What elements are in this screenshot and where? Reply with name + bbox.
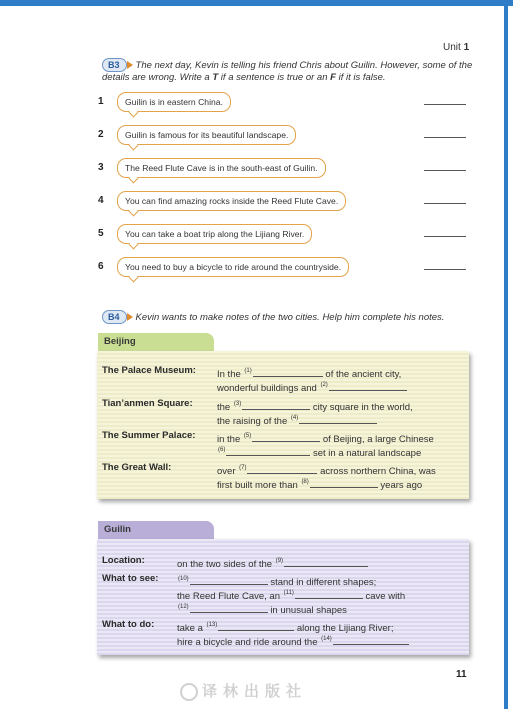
- question-number: 6: [98, 261, 104, 272]
- tiananmen-line-2: the raising of the $^{(4)}$: [217, 411, 377, 429]
- speech-bubble: Guilin is in eastern China.: [117, 92, 231, 112]
- b3-badge: B3: [102, 58, 127, 72]
- palace-line-2: wonderful buildings and $^{(2)}$: [217, 378, 407, 396]
- speech-bubble: You can find amazing rocks inside the Reed Flute Cave.: [117, 191, 346, 211]
- wall-line-1: over $^{(7)}$ across northern China, was: [217, 465, 436, 477]
- do-line-1: take a $^{(13)}$ along the Lijiang River;: [177, 622, 394, 634]
- question-6: [98, 257, 468, 279]
- blank-3[interactable]: [242, 400, 310, 410]
- answer-blank[interactable]: [424, 268, 466, 270]
- what-to-see-label: What to see:: [102, 573, 159, 584]
- right-border: [504, 0, 508, 709]
- blank-11[interactable]: [295, 589, 363, 599]
- unit-header: Unit 1: [443, 42, 470, 53]
- blank-12[interactable]: [190, 603, 268, 613]
- answer-blank[interactable]: [424, 202, 466, 204]
- blank-14[interactable]: [333, 635, 409, 645]
- answer-blank[interactable]: [424, 103, 466, 105]
- blank-13[interactable]: [218, 621, 294, 631]
- top-border: [0, 0, 513, 6]
- location-line: on the two sides of the $^{(9)}$: [177, 554, 368, 572]
- question-1: [98, 92, 468, 114]
- summer-palace-label: The Summer Palace:: [102, 430, 196, 441]
- question-number: 5: [98, 228, 104, 239]
- palace-line-1: In the $^{(1)}$ of the ancient city,: [217, 368, 402, 380]
- do-line-2: hire a bicycle and ride around the $^{(14)}$: [177, 632, 409, 650]
- blank-8[interactable]: [310, 478, 378, 488]
- answer-blank[interactable]: [424, 169, 466, 171]
- question-number: 1: [98, 96, 104, 107]
- great-wall-label: The Great Wall:: [102, 462, 172, 473]
- guilin-tab: Guilin: [98, 521, 214, 539]
- speech-bubble: Guilin is famous for its beautiful landscape.: [117, 125, 296, 145]
- blank-4[interactable]: [299, 414, 377, 424]
- question-3: [98, 158, 468, 180]
- publisher-watermark: 译林出版社: [180, 680, 307, 701]
- tiananmen-line-1: the $^{(3)}$ city square in the world,: [217, 401, 413, 413]
- speech-bubble: You need to buy a bicycle to ride around the countryside.: [117, 257, 349, 277]
- answer-blank[interactable]: [424, 136, 466, 138]
- blank-7[interactable]: [247, 464, 317, 474]
- blank-2[interactable]: [329, 381, 407, 391]
- see-line-3: $^{(12)}$ in unusual shapes: [178, 604, 347, 616]
- tiananmen-label: Tian’anmen Square:: [102, 398, 193, 409]
- question-number: 4: [98, 195, 104, 206]
- blank-5[interactable]: [252, 432, 320, 442]
- what-to-do-label: What to do:: [102, 619, 155, 630]
- page-number: 11: [456, 669, 467, 680]
- beijing-tab: Beijing: [98, 333, 214, 351]
- question-5: [98, 224, 468, 246]
- see-line-1: $^{(10)}$ stand in different shapes;: [178, 576, 377, 588]
- speech-bubble: You can take a boat trip along the Lijiang River.: [117, 224, 312, 244]
- b4-instruction: B4 Kevin wants to make notes of the two cities. Help him complete his notes.: [102, 310, 474, 324]
- location-label: Location:: [102, 555, 145, 566]
- summer-line-1: in the $^{(5)}$ of Beijing, a large Chinese: [217, 433, 434, 445]
- b4-badge: B4: [102, 310, 127, 324]
- question-4: [98, 191, 468, 213]
- question-number: 2: [98, 129, 104, 140]
- answer-blank[interactable]: [424, 235, 466, 237]
- see-line-2: the Reed Flute Cave, an $^{(11)}$ cave with: [177, 590, 406, 602]
- summer-line-2: $^{(6)}$ set in a natural landscape: [218, 447, 422, 459]
- palace-label: The Palace Museum:: [102, 365, 196, 376]
- publisher-logo-icon: [180, 683, 198, 701]
- blank-1[interactable]: [253, 367, 323, 377]
- blank-6[interactable]: [226, 446, 310, 456]
- b3-instruction: B3 The next day, Kevin is telling his friend Chris about Guilin. However, some of the details are wrong. Write a T if a sentence is true or an F if it is false.: [102, 60, 473, 83]
- wall-line-2: first built more than $^{(8)}$ years ago: [217, 479, 423, 491]
- question-number: 3: [98, 162, 104, 173]
- blank-10[interactable]: [190, 575, 268, 585]
- blank-9[interactable]: [284, 557, 368, 567]
- speech-bubble: The Reed Flute Cave is in the south-east of Guilin.: [117, 158, 326, 178]
- question-2: [98, 125, 468, 147]
